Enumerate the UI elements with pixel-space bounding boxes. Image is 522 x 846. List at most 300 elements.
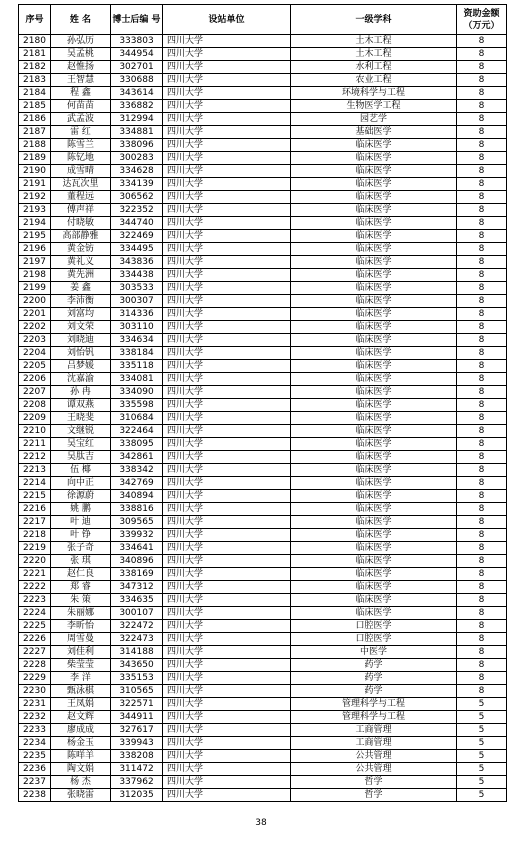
cell-discipline: 临床医学 <box>291 269 457 282</box>
cell-unit: 四川大学 <box>163 87 291 100</box>
header-unit: 设站单位 <box>163 5 291 35</box>
cell-discipline: 临床医学 <box>291 347 457 360</box>
cell-discipline: 中医学 <box>291 646 457 659</box>
cell-unit: 四川大学 <box>163 204 291 217</box>
table-row <box>19 646 507 659</box>
table-row <box>19 61 507 74</box>
cell-postdoc-id: 342861 <box>111 451 163 464</box>
cell-postdoc-id: 322469 <box>111 230 163 243</box>
cell-postdoc-id: 340894 <box>111 490 163 503</box>
cell-amount: 8 <box>457 386 507 399</box>
table-row <box>19 113 507 126</box>
table-row <box>19 74 507 87</box>
cell-amount: 8 <box>457 295 507 308</box>
cell-name: 杨金玉 <box>51 737 111 750</box>
cell-unit: 四川大学 <box>163 698 291 711</box>
cell-name: 郑 睿 <box>51 581 111 594</box>
cell-seq: 2220 <box>19 555 51 568</box>
cell-seq: 2219 <box>19 542 51 555</box>
cell-amount: 8 <box>457 542 507 555</box>
table-row <box>19 399 507 412</box>
cell-amount: 5 <box>457 711 507 724</box>
cell-discipline: 临床医学 <box>291 256 457 269</box>
cell-name: 达瓦次里 <box>51 178 111 191</box>
table-row <box>19 321 507 334</box>
cell-seq: 2188 <box>19 139 51 152</box>
cell-name: 孙 冉 <box>51 386 111 399</box>
table-row <box>19 529 507 542</box>
cell-seq: 2235 <box>19 750 51 763</box>
cell-amount: 8 <box>457 425 507 438</box>
cell-name: 雷 红 <box>51 126 111 139</box>
cell-name: 张晓雷 <box>51 789 111 802</box>
table-row <box>19 178 507 191</box>
cell-unit: 四川大学 <box>163 334 291 347</box>
table-row <box>19 204 507 217</box>
cell-unit: 四川大学 <box>163 256 291 269</box>
table-row <box>19 763 507 776</box>
table-row <box>19 750 507 763</box>
cell-name: 傅声祥 <box>51 204 111 217</box>
cell-unit: 四川大学 <box>163 737 291 750</box>
cell-amount: 8 <box>457 503 507 516</box>
cell-postdoc-id: 314336 <box>111 308 163 321</box>
cell-seq: 2197 <box>19 256 51 269</box>
cell-name: 王晓斐 <box>51 412 111 425</box>
table-row <box>19 581 507 594</box>
cell-seq: 2232 <box>19 711 51 724</box>
cell-name: 姜 鑫 <box>51 282 111 295</box>
cell-amount: 8 <box>457 269 507 282</box>
cell-seq: 2198 <box>19 269 51 282</box>
cell-discipline: 土木工程 <box>291 35 457 48</box>
cell-discipline: 药学 <box>291 672 457 685</box>
table-row <box>19 477 507 490</box>
cell-seq: 2186 <box>19 113 51 126</box>
cell-discipline: 临床医学 <box>291 386 457 399</box>
cell-name: 李 洋 <box>51 672 111 685</box>
cell-name: 叶 迪 <box>51 516 111 529</box>
cell-discipline: 临床医学 <box>291 230 457 243</box>
cell-seq: 2226 <box>19 633 51 646</box>
cell-postdoc-id: 334090 <box>111 386 163 399</box>
table-row <box>19 412 507 425</box>
table-row <box>19 685 507 698</box>
cell-discipline: 哲学 <box>291 789 457 802</box>
cell-discipline: 临床医学 <box>291 152 457 165</box>
cell-unit: 四川大学 <box>163 282 291 295</box>
page-number: 38 <box>255 818 267 828</box>
cell-name: 赵惟扬 <box>51 61 111 74</box>
cell-name: 陈雪兰 <box>51 139 111 152</box>
cell-postdoc-id: 338095 <box>111 438 163 451</box>
cell-postdoc-id: 333803 <box>111 35 163 48</box>
cell-amount: 8 <box>457 607 507 620</box>
cell-discipline: 管理科学与工程 <box>291 698 457 711</box>
cell-postdoc-id: 334495 <box>111 243 163 256</box>
cell-seq: 2214 <box>19 477 51 490</box>
cell-name: 赵文辉 <box>51 711 111 724</box>
cell-seq: 2192 <box>19 191 51 204</box>
cell-postdoc-id: 322352 <box>111 204 163 217</box>
cell-amount: 8 <box>457 321 507 334</box>
table-row <box>19 659 507 672</box>
header-name: 姓 名 <box>51 5 111 35</box>
cell-discipline: 临床医学 <box>291 490 457 503</box>
cell-unit: 四川大学 <box>163 412 291 425</box>
cell-discipline: 园艺学 <box>291 113 457 126</box>
cell-postdoc-id: 338208 <box>111 750 163 763</box>
cell-discipline: 哲学 <box>291 776 457 789</box>
cell-discipline: 基础医学 <box>291 126 457 139</box>
cell-unit: 四川大学 <box>163 581 291 594</box>
cell-postdoc-id: 334641 <box>111 542 163 555</box>
cell-seq: 2189 <box>19 152 51 165</box>
table-row <box>19 464 507 477</box>
cell-amount: 8 <box>457 87 507 100</box>
cell-postdoc-id: 335118 <box>111 360 163 373</box>
cell-postdoc-id: 344911 <box>111 711 163 724</box>
cell-seq: 2207 <box>19 386 51 399</box>
table-row <box>19 516 507 529</box>
cell-unit: 四川大学 <box>163 464 291 477</box>
cell-unit: 四川大学 <box>163 35 291 48</box>
cell-postdoc-id: 322472 <box>111 620 163 633</box>
cell-seq: 2225 <box>19 620 51 633</box>
cell-amount: 8 <box>457 308 507 321</box>
table-row <box>19 776 507 789</box>
table-row <box>19 230 507 243</box>
cell-name: 张子奇 <box>51 542 111 555</box>
cell-name: 李昕怡 <box>51 620 111 633</box>
cell-amount: 8 <box>457 412 507 425</box>
cell-discipline: 临床医学 <box>291 516 457 529</box>
cell-unit: 四川大学 <box>163 542 291 555</box>
cell-seq: 2203 <box>19 334 51 347</box>
cell-name: 朱丽娜 <box>51 607 111 620</box>
cell-unit: 四川大学 <box>163 620 291 633</box>
cell-seq: 2187 <box>19 126 51 139</box>
cell-amount: 8 <box>457 451 507 464</box>
table-row <box>19 490 507 503</box>
cell-unit: 四川大学 <box>163 594 291 607</box>
cell-name: 吴孟桃 <box>51 48 111 61</box>
cell-unit: 四川大学 <box>163 490 291 503</box>
cell-seq: 2180 <box>19 35 51 48</box>
cell-amount: 8 <box>457 490 507 503</box>
cell-seq: 2228 <box>19 659 51 672</box>
cell-name: 刘怡钒 <box>51 347 111 360</box>
cell-amount: 8 <box>457 555 507 568</box>
table-row <box>19 698 507 711</box>
cell-seq: 2193 <box>19 204 51 217</box>
cell-discipline: 公共管理 <box>291 763 457 776</box>
cell-amount: 5 <box>457 776 507 789</box>
cell-amount: 5 <box>457 763 507 776</box>
table-row <box>19 386 507 399</box>
cell-postdoc-id: 335598 <box>111 399 163 412</box>
cell-discipline: 临床医学 <box>291 373 457 386</box>
cell-postdoc-id: 339932 <box>111 529 163 542</box>
cell-name: 文继锐 <box>51 425 111 438</box>
cell-postdoc-id: 344740 <box>111 217 163 230</box>
cell-postdoc-id: 342769 <box>111 477 163 490</box>
cell-seq: 2195 <box>19 230 51 243</box>
cell-postdoc-id: 306562 <box>111 191 163 204</box>
cell-name: 吴肽吉 <box>51 451 111 464</box>
cell-name: 吕梦媛 <box>51 360 111 373</box>
cell-seq: 2230 <box>19 685 51 698</box>
cell-unit: 四川大学 <box>163 347 291 360</box>
cell-amount: 5 <box>457 698 507 711</box>
cell-name: 伍 椰 <box>51 464 111 477</box>
cell-amount: 8 <box>457 230 507 243</box>
cell-name: 陈咩羊 <box>51 750 111 763</box>
cell-postdoc-id: 334139 <box>111 178 163 191</box>
cell-postdoc-id: 334628 <box>111 165 163 178</box>
cell-amount: 8 <box>457 438 507 451</box>
cell-postdoc-id: 343836 <box>111 256 163 269</box>
cell-seq: 2227 <box>19 646 51 659</box>
cell-seq: 2233 <box>19 724 51 737</box>
table-row <box>19 165 507 178</box>
cell-seq: 2231 <box>19 698 51 711</box>
table-row <box>19 191 507 204</box>
cell-seq: 2215 <box>19 490 51 503</box>
table-row <box>19 724 507 737</box>
cell-amount: 5 <box>457 724 507 737</box>
cell-postdoc-id: 340896 <box>111 555 163 568</box>
cell-amount: 8 <box>457 360 507 373</box>
table-row <box>19 438 507 451</box>
cell-amount: 8 <box>457 126 507 139</box>
cell-amount: 8 <box>457 620 507 633</box>
cell-seq: 2210 <box>19 425 51 438</box>
cell-seq: 2234 <box>19 737 51 750</box>
cell-discipline: 临床医学 <box>291 568 457 581</box>
cell-amount: 8 <box>457 74 507 87</box>
table-row <box>19 672 507 685</box>
cell-amount: 8 <box>457 633 507 646</box>
cell-unit: 四川大学 <box>163 503 291 516</box>
cell-name: 李沛衡 <box>51 295 111 308</box>
cell-unit: 四川大学 <box>163 776 291 789</box>
table-row <box>19 594 507 607</box>
cell-name: 陈钇地 <box>51 152 111 165</box>
cell-amount: 8 <box>457 347 507 360</box>
cell-unit: 四川大学 <box>163 113 291 126</box>
cell-name: 刘晓迪 <box>51 334 111 347</box>
cell-name: 陶文娟 <box>51 763 111 776</box>
cell-amount: 8 <box>457 61 507 74</box>
cell-seq: 2209 <box>19 412 51 425</box>
cell-discipline: 临床医学 <box>291 542 457 555</box>
cell-amount: 8 <box>457 568 507 581</box>
cell-discipline: 临床医学 <box>291 204 457 217</box>
cell-unit: 四川大学 <box>163 451 291 464</box>
cell-name: 甄泳棋 <box>51 685 111 698</box>
cell-amount: 8 <box>457 373 507 386</box>
cell-discipline: 临床医学 <box>291 529 457 542</box>
cell-discipline: 临床医学 <box>291 594 457 607</box>
cell-unit: 四川大学 <box>163 724 291 737</box>
cell-amount: 8 <box>457 178 507 191</box>
cell-seq: 2211 <box>19 438 51 451</box>
cell-unit: 四川大学 <box>163 48 291 61</box>
cell-postdoc-id: 339943 <box>111 737 163 750</box>
cell-unit: 四川大学 <box>163 61 291 74</box>
cell-seq: 2237 <box>19 776 51 789</box>
cell-postdoc-id: 312994 <box>111 113 163 126</box>
cell-discipline: 农业工程 <box>291 74 457 87</box>
cell-seq: 2194 <box>19 217 51 230</box>
cell-seq: 2217 <box>19 516 51 529</box>
cell-discipline: 临床医学 <box>291 555 457 568</box>
cell-name: 张 琪 <box>51 555 111 568</box>
table-row <box>19 139 507 152</box>
cell-unit: 四川大学 <box>163 139 291 152</box>
cell-amount: 8 <box>457 685 507 698</box>
cell-postdoc-id: 327617 <box>111 724 163 737</box>
cell-postdoc-id: 303110 <box>111 321 163 334</box>
cell-name: 黄礼义 <box>51 256 111 269</box>
cell-unit: 四川大学 <box>163 165 291 178</box>
cell-postdoc-id: 300107 <box>111 607 163 620</box>
cell-unit: 四川大学 <box>163 646 291 659</box>
cell-postdoc-id: 338169 <box>111 568 163 581</box>
table-row <box>19 633 507 646</box>
cell-postdoc-id: 309565 <box>111 516 163 529</box>
cell-amount: 8 <box>457 672 507 685</box>
cell-seq: 2224 <box>19 607 51 620</box>
cell-unit: 四川大学 <box>163 178 291 191</box>
cell-discipline: 临床医学 <box>291 360 457 373</box>
header-postdoc-id: 博士后编 号 <box>111 5 163 35</box>
table-row <box>19 360 507 373</box>
table-row <box>19 217 507 230</box>
cell-discipline: 临床医学 <box>291 178 457 191</box>
table-row <box>19 87 507 100</box>
cell-unit: 四川大学 <box>163 321 291 334</box>
cell-discipline: 工商管理 <box>291 724 457 737</box>
cell-postdoc-id: 300307 <box>111 295 163 308</box>
cell-discipline: 工商管理 <box>291 737 457 750</box>
cell-postdoc-id: 334881 <box>111 126 163 139</box>
cell-amount: 8 <box>457 217 507 230</box>
cell-seq: 2199 <box>19 282 51 295</box>
header-amount: 资助金额（万元） <box>457 5 507 35</box>
cell-postdoc-id: 335153 <box>111 672 163 685</box>
cell-amount: 8 <box>457 477 507 490</box>
cell-name: 向中正 <box>51 477 111 490</box>
cell-postdoc-id: 344954 <box>111 48 163 61</box>
cell-name: 周雪曼 <box>51 633 111 646</box>
cell-name: 王智慧 <box>51 74 111 87</box>
cell-discipline: 临床医学 <box>291 243 457 256</box>
table-row <box>19 425 507 438</box>
cell-postdoc-id: 310684 <box>111 412 163 425</box>
cell-amount: 8 <box>457 256 507 269</box>
cell-unit: 四川大学 <box>163 789 291 802</box>
cell-amount: 8 <box>457 282 507 295</box>
cell-discipline: 临床医学 <box>291 165 457 178</box>
cell-seq: 2184 <box>19 87 51 100</box>
cell-discipline: 口腔医学 <box>291 620 457 633</box>
cell-discipline: 土木工程 <box>291 48 457 61</box>
cell-amount: 8 <box>457 100 507 113</box>
cell-seq: 2200 <box>19 295 51 308</box>
cell-name: 沈嘉渝 <box>51 373 111 386</box>
cell-seq: 2191 <box>19 178 51 191</box>
cell-amount: 5 <box>457 789 507 802</box>
funding-table <box>18 4 507 802</box>
table-row <box>19 373 507 386</box>
cell-unit: 四川大学 <box>163 763 291 776</box>
cell-postdoc-id: 300283 <box>111 152 163 165</box>
cell-seq: 2236 <box>19 763 51 776</box>
cell-unit: 四川大学 <box>163 360 291 373</box>
cell-postdoc-id: 337962 <box>111 776 163 789</box>
cell-amount: 8 <box>457 464 507 477</box>
header-seq: 序号 <box>19 5 51 35</box>
cell-discipline: 生物医学工程 <box>291 100 457 113</box>
cell-seq: 2201 <box>19 308 51 321</box>
cell-seq: 2206 <box>19 373 51 386</box>
cell-discipline: 临床医学 <box>291 308 457 321</box>
cell-unit: 四川大学 <box>163 477 291 490</box>
cell-unit: 四川大学 <box>163 516 291 529</box>
cell-postdoc-id: 310565 <box>111 685 163 698</box>
cell-discipline: 环境科学与工程 <box>291 87 457 100</box>
cell-unit: 四川大学 <box>163 555 291 568</box>
cell-postdoc-id: 334081 <box>111 373 163 386</box>
table-row <box>19 256 507 269</box>
cell-discipline: 临床医学 <box>291 477 457 490</box>
table-row <box>19 347 507 360</box>
cell-name: 高部静雅 <box>51 230 111 243</box>
cell-discipline: 临床医学 <box>291 607 457 620</box>
cell-postdoc-id: 338184 <box>111 347 163 360</box>
table-row <box>19 295 507 308</box>
cell-name: 廖成成 <box>51 724 111 737</box>
cell-unit: 四川大学 <box>163 711 291 724</box>
table-row <box>19 542 507 555</box>
cell-amount: 8 <box>457 659 507 672</box>
table-row <box>19 35 507 48</box>
cell-seq: 2202 <box>19 321 51 334</box>
cell-discipline: 临床医学 <box>291 412 457 425</box>
cell-seq: 2196 <box>19 243 51 256</box>
table-row <box>19 451 507 464</box>
cell-discipline: 临床医学 <box>291 217 457 230</box>
cell-name: 王凤娟 <box>51 698 111 711</box>
table-row <box>19 555 507 568</box>
cell-name: 黄先洲 <box>51 269 111 282</box>
cell-postdoc-id: 322464 <box>111 425 163 438</box>
cell-name: 刘富均 <box>51 308 111 321</box>
cell-amount: 8 <box>457 581 507 594</box>
cell-seq: 2204 <box>19 347 51 360</box>
cell-name: 付晓敏 <box>51 217 111 230</box>
cell-discipline: 临床医学 <box>291 425 457 438</box>
cell-unit: 四川大学 <box>163 529 291 542</box>
table-row <box>19 126 507 139</box>
cell-seq: 2190 <box>19 165 51 178</box>
cell-amount: 8 <box>457 243 507 256</box>
cell-postdoc-id: 334634 <box>111 334 163 347</box>
table-row <box>19 334 507 347</box>
cell-name: 吴宝红 <box>51 438 111 451</box>
